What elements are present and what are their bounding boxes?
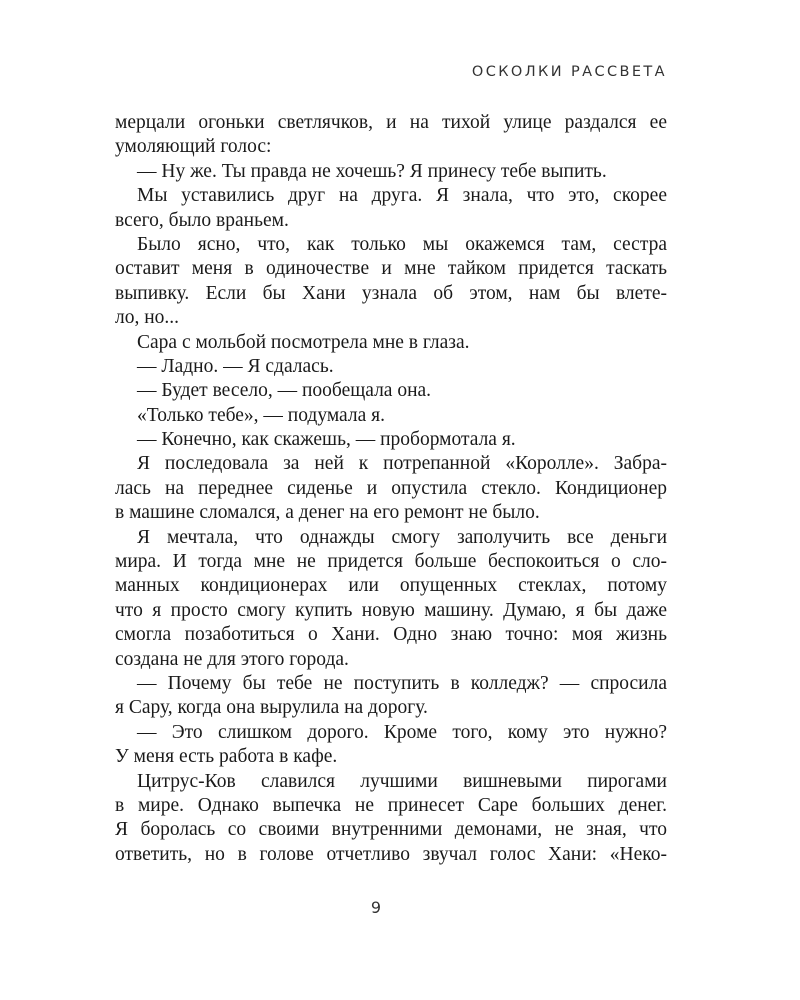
page-number: 9 xyxy=(370,898,382,917)
text-line: что я просто смогу купить новую машину. Думаю, я бы даже xyxy=(115,599,667,621)
text-line: — Почему бы тебе не поступить в колледж? — спросила xyxy=(137,672,667,694)
text-line: ло, но... xyxy=(115,307,180,329)
text-line: всего, было враньем. xyxy=(115,209,289,231)
text-line: — Ладно. — Я сдалась. xyxy=(137,355,334,377)
text-line: У меня есть работа в кафе. xyxy=(115,746,338,768)
text-line: в мире. Однако выпечка не принесет Саре больших денег. xyxy=(115,794,667,816)
text-line: в машине сломался, а денег на его ремонт не было. xyxy=(115,502,540,524)
text-line: — Будет весело, — пообещала она. xyxy=(137,380,432,402)
text-line: — Ну же. Ты правда не хочешь? Я принесу тебе выпить. xyxy=(137,160,607,182)
text-line: манных кондиционерах или опущенных стеклах, потому xyxy=(115,575,667,597)
text-line: Цитрус-Ков славился лучшими вишневыми пирогами xyxy=(137,770,667,792)
text-line: — Конечно, как скажешь, — пробормотала я. xyxy=(137,429,516,451)
text-line: умоляющий голос: xyxy=(115,136,272,158)
running-header: ОСКОЛКИ РАССВЕТА xyxy=(471,64,667,80)
text-line: Было ясно, что, как только мы окажемся там, сестра xyxy=(137,233,667,255)
text-line: Мы уставились друг на друга. Я знала, что это, скорее xyxy=(137,185,667,207)
text-line: ответить, но в голове отчетливо звучал голос Хани: «Неко- xyxy=(115,843,667,865)
body-text xyxy=(115,111,667,867)
text-line: Я последовала за ней к потрепанной «Королле». Забра- xyxy=(137,453,667,475)
text-line: мира. И тогда мне не придется больше беспокоиться о сло- xyxy=(115,551,667,573)
text-line: Сара с мольбой посмотрела мне в глаза. xyxy=(137,331,470,353)
text-line: «Только тебе», — подумала я. xyxy=(137,404,385,426)
text-line: Я мечтала, что однажды смогу заполучить все деньги xyxy=(137,526,667,548)
text-line: создана не для этого города. xyxy=(115,648,349,670)
text-line: я Сару, когда она вырулила на дорогу. xyxy=(115,697,428,719)
text-line: смогла позаботиться о Хани. Одно знаю точно: моя жизнь xyxy=(115,624,667,646)
text-line: лась на переднее сиденье и опустила стекло. Кондиционер xyxy=(115,477,667,499)
text-line: оставит меня в одиночестве и мне тайком придется таскать xyxy=(115,258,667,280)
text-line: — Это слишком дорого. Кроме того, кому это нужно? xyxy=(137,721,667,743)
text-line: выпивку. Если бы Хани узнала об этом, нам бы влете- xyxy=(115,282,667,304)
text-line: мерцали огоньки светлячков, и на тихой улице раздался ее xyxy=(115,112,667,133)
text-line: Я боролась со своими внутренними демонами, не зная, что xyxy=(115,819,667,841)
